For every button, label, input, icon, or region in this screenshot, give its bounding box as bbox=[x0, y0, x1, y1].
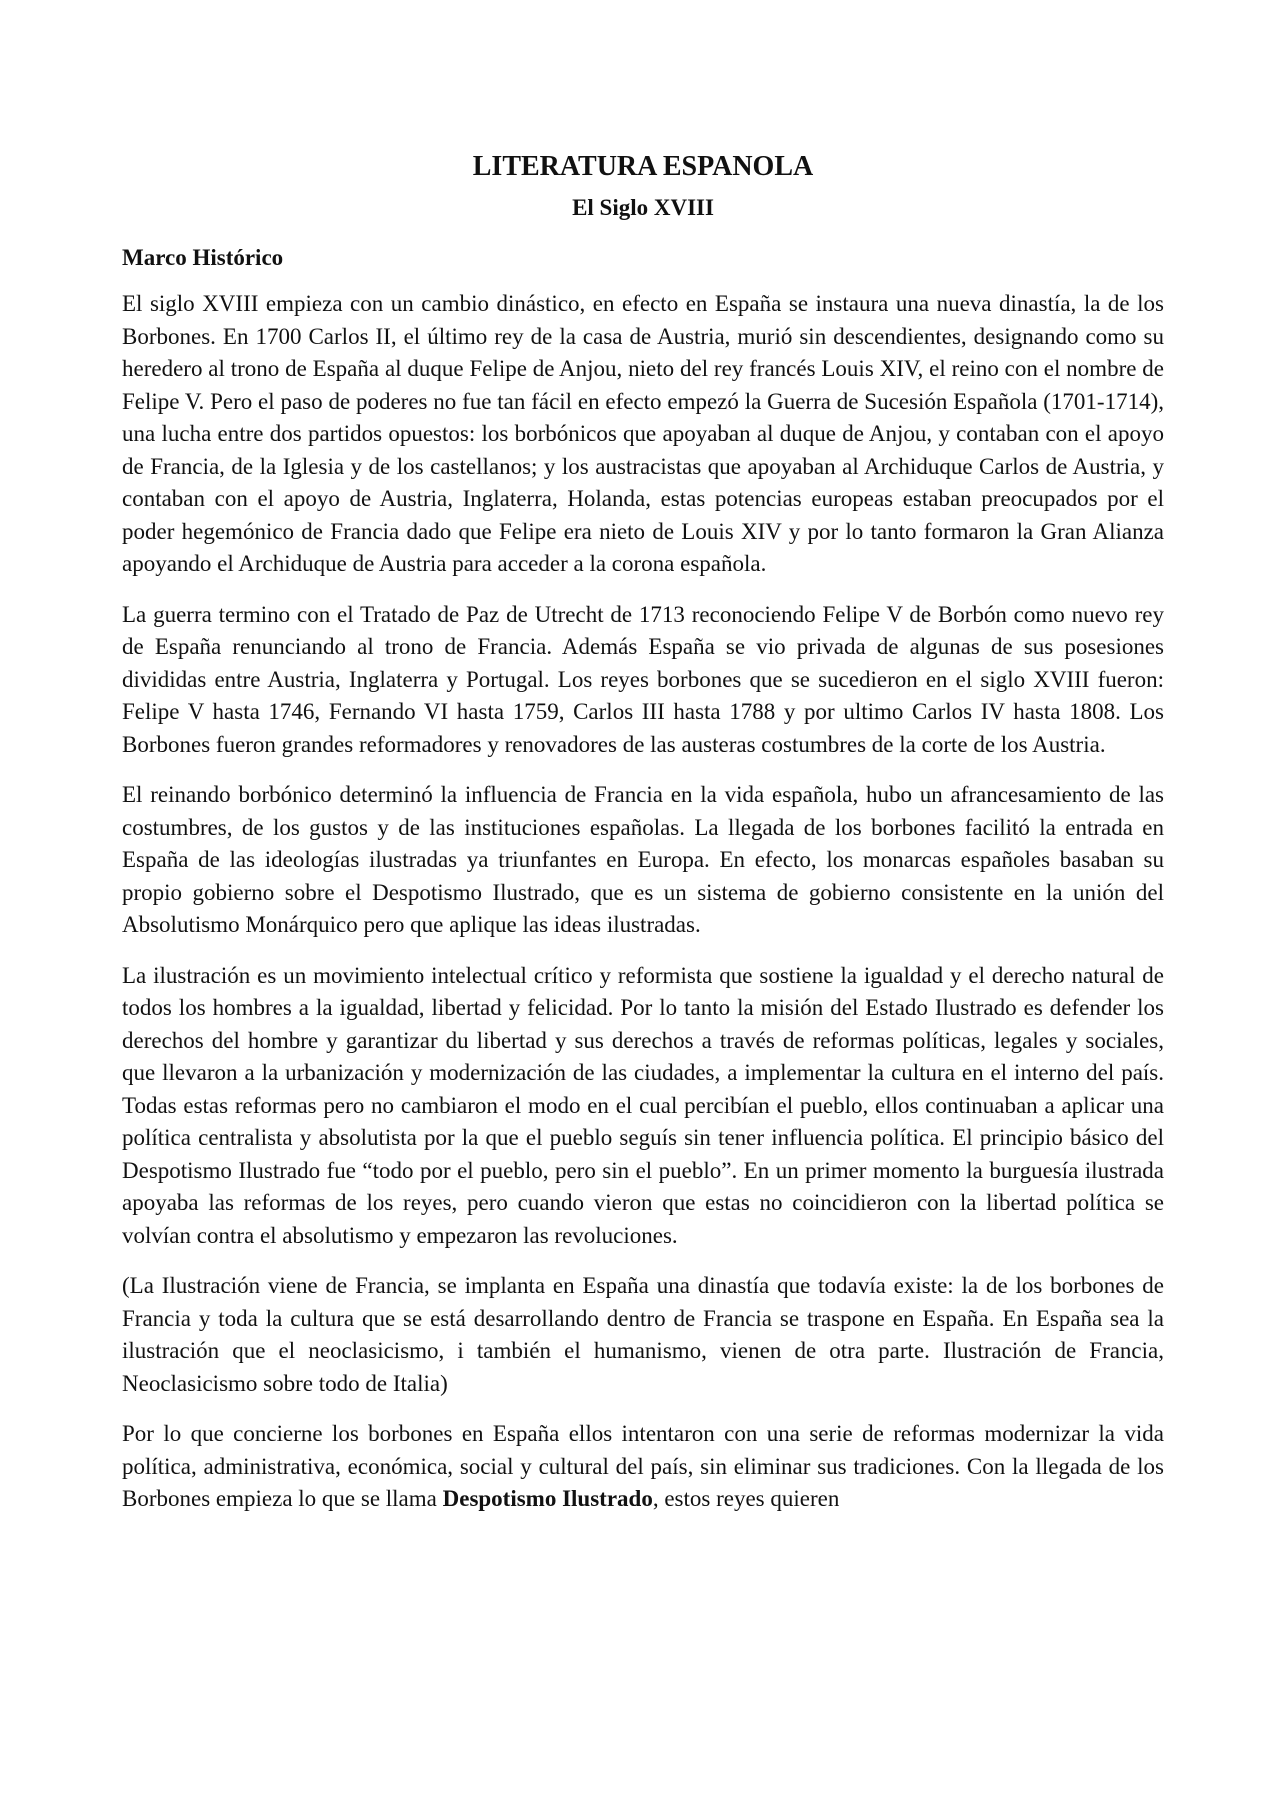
paragraph-2: La guerra termino con el Tratado de Paz de Utrecht de 1713 reconociendo Felipe V de Borbón como nuevo rey de España renunciando al trono de Francia. Además España se vio privada de algunas de sus posesiones divididas entre Austria, Inglaterra y Portugal. Los reyes borbones que se sucedieron en el siglo XVIII fueron: Felipe V hasta 1746, Fernando VI hasta 1759, Carlos III hasta 1788 y por ultimo Carlos IV hasta 1808. Los Borbones fueron grandes reformadores y renovadores de las austeras costumbres de la corte de los Austria. bbox=[122, 601, 1164, 757]
paragraph-6-bold-term: Despotismo Ilustrado bbox=[442, 1486, 653, 1511]
document-page bbox=[122, 150, 1164, 1534]
paragraph-5: (La Ilustración viene de Francia, se implanta en España una dinastía que todavía existe: la de los borbones de Francia y toda la cultura que se está desarrollando dentro de Francia se traspone en España. En España sea la ilustración que el neoclasicismo, i también el humanismo, vienen de otra parte. Ilustración de Francia, Neoclasicismo sobre todo de Italia) bbox=[122, 1273, 1164, 1396]
paragraph-1: El siglo XVIII empieza con un cambio dinástico, en efecto en España se instaura una nueva dinastía, la de los Borbones. En 1700 Carlos II, el último rey de la casa de Austria, murió sin descendientes, designando como su heredero al trono de España al duque Felipe de Anjou, nieto del rey francés Louis XIV, el reino con el nombre de Felipe V. Pero el paso de poderes no fue tan fácil en efecto empezó la Guerra de Sucesión Española (1701-1714), una lucha entre dos partidos opuestos: los borbónicos que apoyaban al duque de Anjou, y contaban con el apoyo de Francia, de la Iglesia y de los castellanos; y los austracistas que apoyaban al Archiduque Carlos de Austria, y contaban con el apoyo de Austria, Inglaterra, Holanda, estas potencias europeas estaban preocupados por el poder hegemónico de Francia dado que Felipe era nieto de Louis XIV y por lo tanto formaron la Gran Alianza apoyando el Archiduque de Austria para acceder a la corona española. bbox=[122, 291, 1164, 576]
section-heading: Marco Histórico bbox=[122, 245, 284, 270]
paragraph-3: El reinando borbónico determinó la influencia de Francia en la vida española, hubo un afrancesamiento de las costumbres, de los gustos y de las instituciones españolas. La llegada de los borbones facilitó la entrada en España de las ideologías ilustradas ya triunfantes en Europa. En efecto, los monarcas españoles basaban su propio gobierno sobre el Despotismo Ilustrado, que es un sistema de gobierno consistente en la unión del Absolutismo Monárquico pero que aplique las ideas ilustradas. bbox=[122, 782, 1164, 937]
paragraph-6-text-end: , estos reyes quieren bbox=[652, 1486, 840, 1511]
paragraph-6 bbox=[122, 1418, 1164, 1516]
document-title: LITERATURA ESPANOLA bbox=[472, 151, 814, 182]
paragraph-4: La ilustración es un movimiento intelectual crítico y reformista que sostiene la igualdad y el derecho natural de todos los hombres a la igualdad, libertad y felicidad. Por lo tanto la misión del Estado Ilustrado es defender los derechos del hombre y garantizar du libertad y sus derechos a través de reformas políticas, legales y sociales, que llevaron a la urbanización y modernización de las ciudades, a implementar la cultura en el interno del país. Todas estas reformas pero no cambiaron el modo en el cual percibían el pueblo, ellos continuaban a aplicar una política centralista y absolutista por la que el pueblo seguís sin tener influencia política. El principio básico del Despotismo Ilustrado fue “todo por el pueblo, pero sin el pueblo”. En un primer momento la burguesía ilustrada apoyaba las reformas de los reyes, pero cuando vieron que estas no coincidieron con la libertad política se volvían contra el absolutismo y empezaron las revoluciones. bbox=[122, 962, 1164, 1248]
document-subtitle: El Siglo XVIII bbox=[572, 195, 714, 220]
paragraph-6-text-start: Por lo que concierne los borbones en España ellos intentaron con una serie de reformas modernizar la vida política, administrativa, económica, social y cultural del país, sin eliminar sus tradiciones. Con la llegada de los Borbones empieza lo que se llama bbox=[122, 1421, 1164, 1511]
